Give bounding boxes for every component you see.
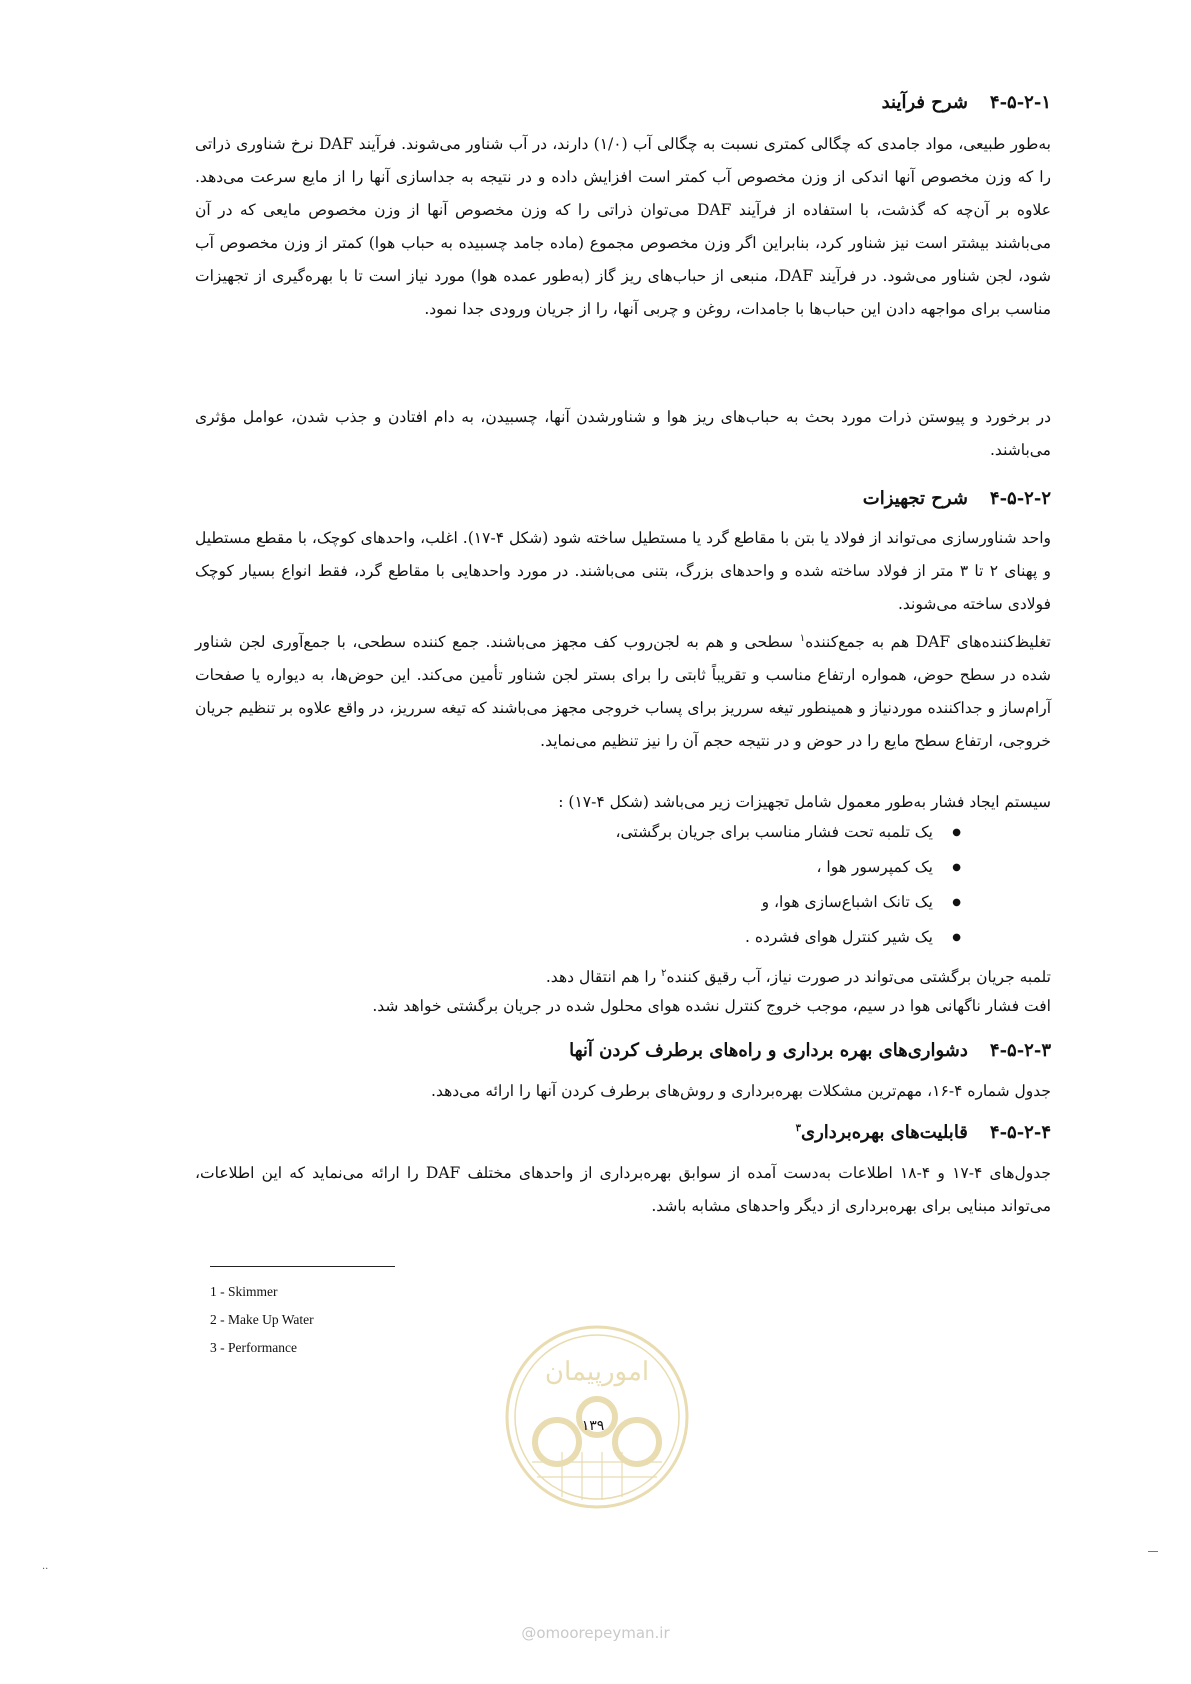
- seal-logo: [502, 1322, 692, 1512]
- section-title: شرح فرآیند: [881, 92, 968, 113]
- paragraph: [195, 957, 1051, 994]
- section-title: دشواری‌های بهره برداری و راه‌های برطرف کردن آنها: [569, 1040, 968, 1061]
- scan-mark-icon: [1148, 1551, 1158, 1552]
- footnote-ref-3: ۳: [795, 1123, 801, 1134]
- paragraph: به‌طور طبیعی، مواد جامدی که چگالی کمتری نسبت به چگالی آب (۱/۰) دارند، در آب شناور می‌شوند. فرآیند DAF نرخ شناوری ذراتی را که وزن مخصوص آنها اندکی از وزن مخصوص آب کمتر است افزایش داده و در نتیجه به جداسازی آنها را از مایع سرعت می‌دهد. علاوه بر آن‌چه که گذشت، با استفاده از فرآیند DAF می‌توان ذراتی را که وزن مخصوص آنها از وزن مخصوص مایعی که در آن می‌باشند بیشتر است نیز شناور کرد، بنابراین اگر وزن مخصوص مجموع (ماده جامد چسبیده به حباب هوا) کمتر از وزن مخصوص آب شود، لجن شناور می‌شود. در فرآیند DAF، منبعی از حباب‌های ریز گاز (به‌طور عمده هوا) مورد نیاز است تا با بهره‌گیری از تجهیزات مناسب برای مواجهه دادن این حباب‌ها با جامدات، روغن و چربی آنها، را از جریان ورودی جدا نمود.: [195, 135, 1051, 318]
- list-item: ● یک تلمبه تحت فشار مناسب برای جریان برگشتی،: [195, 815, 961, 850]
- paragraph: [195, 622, 1051, 758]
- paragraph: در برخورد و پیوستن ذرات مورد بحث به حباب‌های ریز هوا و شناورشدن آنها، چسبیدن، به دام افتادن و جذب شدن، عوامل مؤثری می‌باشند.: [195, 408, 1051, 459]
- list-item: ● یک شیر کنترل هوای فشرده .: [195, 920, 961, 955]
- footnote-ref-1: ۱: [799, 633, 806, 644]
- equipment-list: [195, 815, 961, 955]
- footnote-ref-2: ۲: [661, 968, 667, 979]
- paragraph-lead: تلمبه جریان برگشتی می‌تواند در صورت نیاز، آب رقیق کننده: [666, 968, 1051, 987]
- paragraph: جدول‌های ۴-۱۷ و ۴-۱۸ اطلاعات به‌دست آمده از سوابق بهره‌برداری از واحدهای مختلف DAF را ارائه می‌نماید که این اطلاعات، می‌تواند مبنایی برای بهره‌برداری از دیگر واحدهای مشابه باشد.: [195, 1164, 1051, 1215]
- section-number: ۴-۵-۲-۴: [989, 1122, 1051, 1143]
- section-number: ۴-۵-۲-۱: [989, 92, 1051, 113]
- section-number: ۴-۵-۲-۳: [989, 1040, 1051, 1061]
- watermark: @omoorepeyman.ir: [521, 1624, 670, 1642]
- footnote: 3 - Performance: [210, 1340, 297, 1355]
- paragraph-tail: را هم انتقال دهد.: [545, 968, 662, 987]
- seal-text: امورپیمان: [544, 1357, 650, 1387]
- paragraph: سیستم ایجاد فشار به‌طور معمول شامل تجهیزات زیر می‌باشد (شکل ۴-۱۷) :: [558, 793, 1051, 811]
- page-number: ۱۳۹: [581, 1418, 605, 1434]
- paragraph: جدول شماره ۴-۱۶، مهم‌ترین مشکلات بهره‌برداری و روش‌های برطرف کردن آنها را ارائه می‌دهد.: [431, 1082, 1051, 1100]
- section-heading-2: [863, 488, 1051, 509]
- section-title: قابلیت‌های بهره‌برداری: [801, 1122, 968, 1143]
- list-item: ● یک کمپرسور هوا ،: [195, 850, 961, 885]
- paragraph-lead: تغلیظ‌کننده‌های DAF هم به جمع‌کننده: [805, 633, 1051, 652]
- footnote: 1 - Skimmer: [210, 1284, 278, 1299]
- section-heading-4: [796, 1122, 1051, 1143]
- paragraph: واحد شناورسازی می‌تواند از فولاد یا بتن با مقاطع گرد یا مستطیل ساخته شود (شکل ۴-۱۷). اغلب، واحدهای کوچک، با مقطع مستطیل و پهنای ۲ تا ۳ متر از فولاد ساخته شده و واحدهای بزرگ، بتنی می‌باشند. در مورد واحدهایی با مقاطع گرد، فقط انواع بسیار کوچک فولادی ساخته می‌شوند.: [195, 529, 1052, 613]
- section-number: ۴-۵-۲-۲: [989, 488, 1051, 509]
- paragraph: افت فشار ناگهانی هوا در سیم، موجب خروج کنترل نشده هوای محلول شده در جریان برگشتی خواهد شد.: [372, 997, 1051, 1015]
- section-heading-1: [882, 92, 1051, 113]
- paragraph-body: سطحی و هم به لجن‌روب کف مجهز می‌باشند. جمع کننده سطحی، با جمع‌آوری لجن شناور شده در سطح حوض، همواره ارتفاع مناسب و تقریباً ثابتی را برای بستر لجن شناور تأمین می‌کند. این حوض‌ها، به دیواره یا صفحات آرام‌ساز و جداکننده موردنیاز و همینطور تیغه سرریز برای پساب خروجی مجهز می‌باشند که تیغه سرریز، در واقع علاوه بر تنظیم جریان خروجی، ارتفاع سطح مایع را در حوض و در نتیجه حجم آن را نیز تنظیم می‌نماید.: [195, 633, 1051, 751]
- footnote-divider: [210, 1266, 395, 1267]
- section-title: شرح تجهیزات: [862, 488, 968, 509]
- footnotes: [210, 1278, 314, 1362]
- section-heading-3: [569, 1040, 1051, 1061]
- footnote: 2 - Make Up Water: [210, 1312, 314, 1327]
- list-item: ● یک تانک اشباع‌سازی هوا، و: [195, 885, 961, 920]
- scan-mark-icon: ··: [42, 1564, 49, 1575]
